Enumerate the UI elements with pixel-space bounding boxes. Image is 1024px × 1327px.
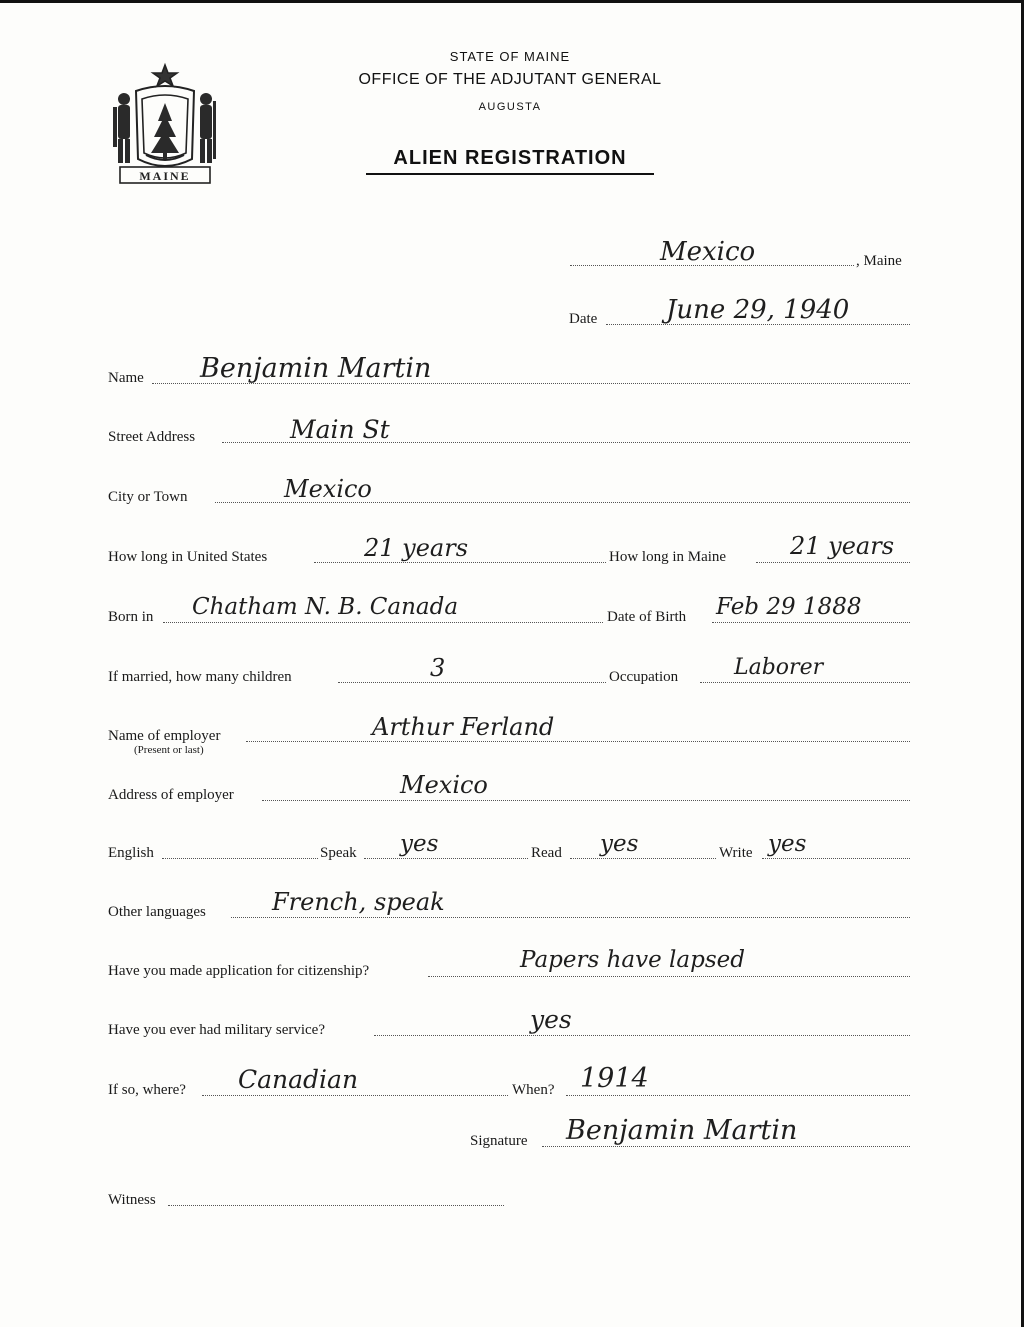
state-seal-icon [106,61,224,189]
if-so-where-label: If so, where? [108,1082,186,1098]
occupation-entry: Laborer [734,655,824,680]
employer-address-entry: Mexico [400,771,488,799]
witness-label: Witness [108,1192,156,1208]
how-long-us-label: How long in United States [108,549,268,565]
born-in-entry: Chatham N. B. Canada [192,594,459,620]
employer-name-entry: Arthur Ferland [372,713,555,741]
military-entry: yes [530,1005,572,1034]
children-line [338,682,606,683]
where-entry: Canadian [238,1065,359,1094]
other-languages-label: Other languages [108,904,206,920]
name-label: Name [108,370,144,386]
children-label: If married, how many children [108,669,292,685]
how-long-us-entry: 21 years [364,534,469,562]
speak-entry: yes [400,831,439,857]
military-label: Have you ever had military service? [108,1022,325,1038]
form-title: ALIEN REGISTRATION [366,147,654,175]
speak-label: Speak [320,845,357,861]
city-entry: Mexico [284,475,372,503]
date-of-birth-line [712,622,910,623]
how-long-maine-line [756,562,910,563]
english-line [162,858,318,859]
english-label: English [108,845,154,861]
how-long-maine-label: How long in Maine [609,549,727,565]
how-long-us-line [314,562,606,563]
when-entry: 1914 [580,1063,649,1094]
read-line [570,858,716,859]
date-entry: June 29, 1940 [666,295,850,325]
write-entry: yes [768,831,807,857]
street-address-entry: Main St [290,415,390,444]
name-entry: Benjamin Martin [200,353,432,384]
signature-entry: Benjamin Martin [566,1115,798,1146]
date-label: Date [569,311,598,327]
write-line [762,858,910,859]
signature-label: Signature [470,1133,528,1149]
other-languages-line [231,917,910,918]
occupation-line [700,682,910,683]
header-office: OFFICE OF THE ADJUTANT GENERAL [358,71,662,88]
occupation-label: Occupation [609,669,679,685]
date-of-birth-label: Date of Birth [607,609,687,625]
citizenship-label: Have you made application for citizenship? [108,963,370,979]
other-languages-entry: French, speak [272,888,445,916]
if-so-where-line [202,1095,508,1096]
citizenship-entry: Papers have lapsed [520,947,745,973]
place-entry: Mexico [660,237,756,267]
speak-line [364,858,528,859]
seal-banner-text: MAINE [139,169,191,183]
maine-label: , Maine [856,253,902,269]
read-label: Read [531,845,562,861]
date-of-birth-entry: Feb 29 1888 [716,594,862,620]
employer-address-label: Address of employer [108,787,234,803]
when-line [566,1095,910,1096]
employer-name-label: Name of employer [108,728,221,744]
how-long-maine-entry: 21 years [790,532,895,560]
employer-name-line [246,741,910,742]
employer-address-line [262,800,910,801]
children-entry: 3 [430,654,446,682]
read-entry: yes [600,831,639,857]
military-line [374,1035,910,1036]
header-state: STATE OF MAINE [449,49,571,64]
born-in-label: Born in [108,609,154,625]
witness-line [168,1205,504,1206]
write-label: Write [719,845,753,861]
employer-note-label: (Present or last) [134,744,204,756]
when-label: When? [512,1082,555,1098]
born-in-line [163,622,603,623]
citizenship-line [428,976,910,977]
header-city: AUGUSTA [478,101,542,113]
street-address-label: Street Address [108,429,196,445]
signature-line [542,1146,910,1147]
city-label: City or Town [108,489,188,505]
